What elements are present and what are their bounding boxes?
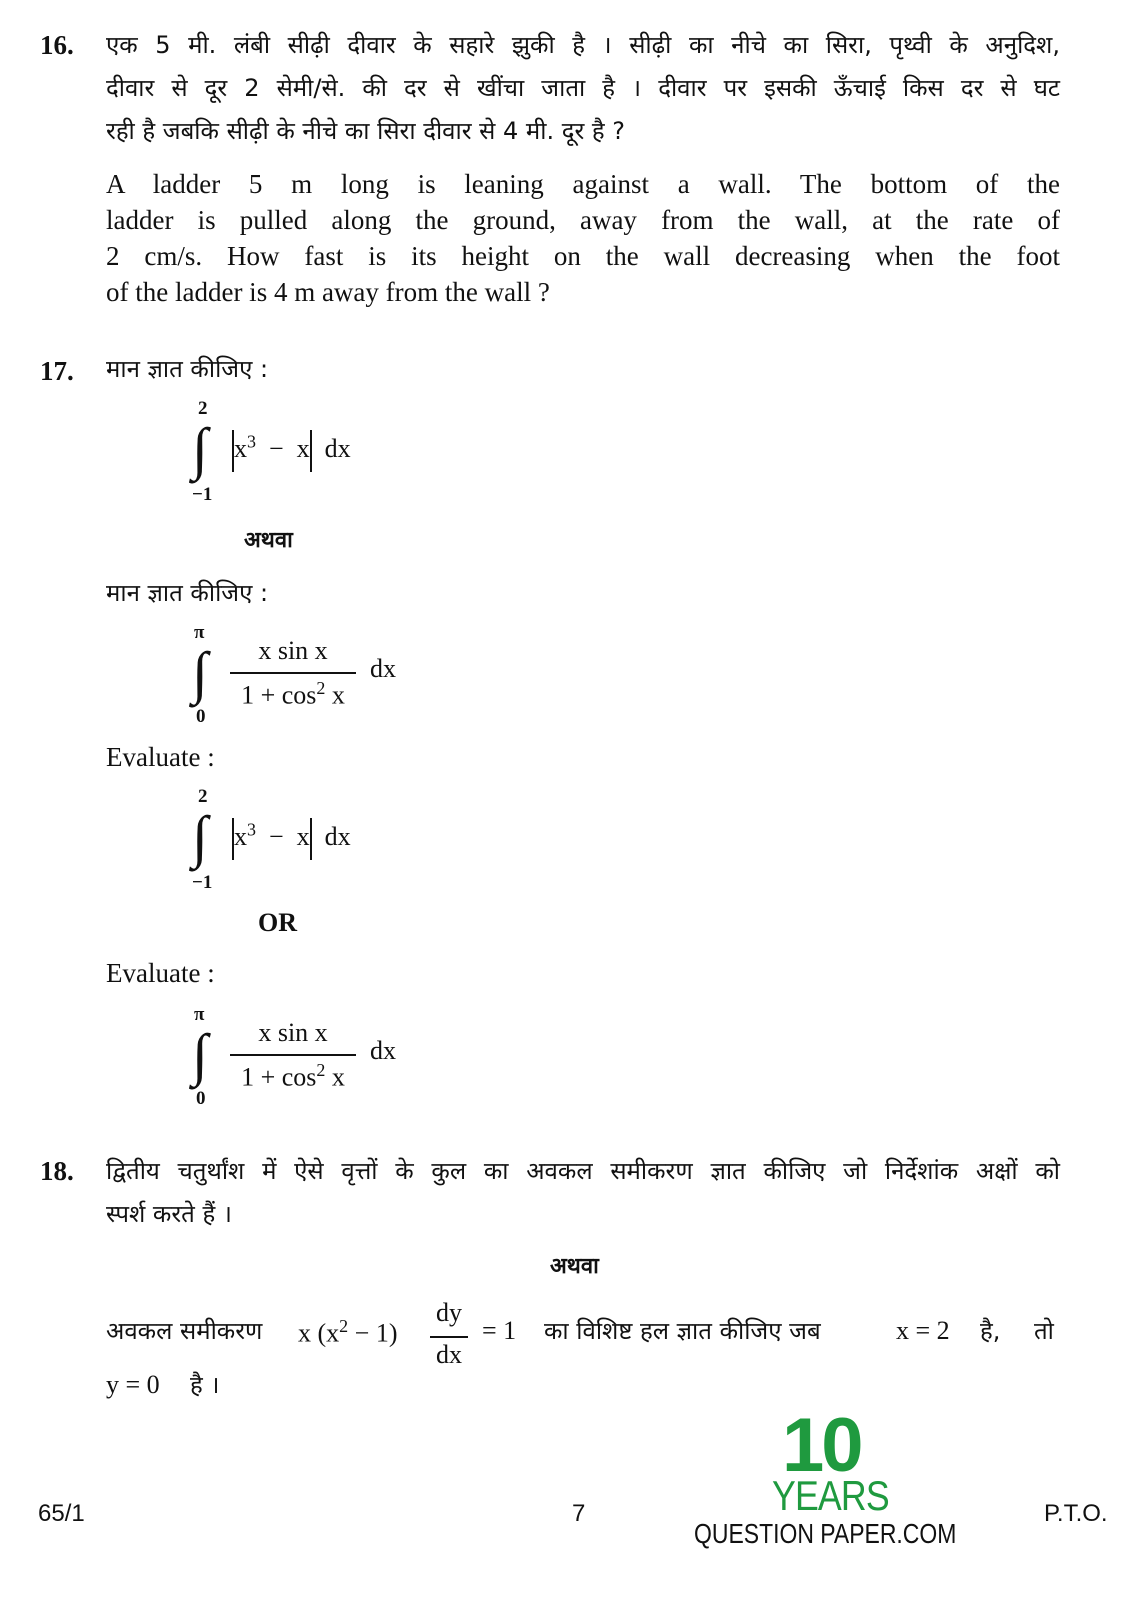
fraction-line xyxy=(230,1054,356,1056)
upper-limit: 2 xyxy=(198,786,208,807)
integral-sign: ∫ xyxy=(192,1022,208,1087)
page-number: 7 xyxy=(572,1500,586,1527)
q18-hindi-line-1: द्वितीय चतुर्थांश में ऐसे वृत्तों के कुल का अवकल समीकरण ज्ञात कीजिए जो निर्देशांक अक्षों को xyxy=(106,1157,1060,1185)
upper-limit: π xyxy=(194,1004,205,1025)
de-denominator: dx xyxy=(436,1340,462,1369)
de-prefix: अवकल समीकरण xyxy=(106,1317,263,1345)
q16-hindi-line-2: दीवार से दूर 2 सेमी/से. की दर से खींचा जाता है । दीवार पर इसकी ऊँचाई किस दर से घट xyxy=(106,74,1060,102)
upper-limit: π xyxy=(194,622,205,643)
integral-fraction-1 xyxy=(180,622,440,732)
de-lhs: x $(x^2 - 1)$ xyxy=(298,1316,398,1348)
integrand: $x^3 - x$ dx xyxy=(232,818,351,860)
lower-limit: −1 xyxy=(192,484,213,505)
de-to: तो xyxy=(1034,1317,1054,1345)
abs-bar-right xyxy=(310,818,312,860)
de-rhs: = 1 xyxy=(482,1316,517,1345)
upper-limit: 2 xyxy=(198,398,208,419)
integral-sign: ∫ xyxy=(192,640,208,705)
watermark-logo xyxy=(690,1402,990,1562)
de-suffix: का विशिष्ट हल ज्ञात कीजिए जब xyxy=(544,1317,821,1345)
de-line2-end: है । xyxy=(190,1371,220,1399)
dx: dx xyxy=(370,654,396,683)
q17-english-or: OR xyxy=(258,908,297,937)
q17-english-prompt-2: Evaluate : xyxy=(106,958,215,988)
q16-english-line-3: 2 cm/s. How fast is its height on the wall decreasing when the foot xyxy=(106,241,1060,271)
q16-english-text xyxy=(106,166,1060,310)
integral-sign: ∫ xyxy=(192,804,208,869)
q16-english-line-2: ladder is pulled along the ground, away from the wall, at the rate of xyxy=(106,205,1060,235)
numerator: x sin x xyxy=(258,636,328,665)
abs-bar-right xyxy=(310,430,312,472)
de-condition: x = 2 xyxy=(896,1316,950,1345)
de-fraction-line xyxy=(430,1336,468,1338)
pto-label: P.T.O. xyxy=(1044,1500,1108,1527)
question-number-16: 16. xyxy=(40,30,74,60)
integrand: $x^3 - x$ dx xyxy=(232,430,351,472)
numerator: x sin x xyxy=(258,1018,328,1047)
q16-english-line-1: A ladder 5 m long is leaning against a wall. The bottom of the xyxy=(106,169,1060,199)
q16-hindi-line-1: एक 5 मी. लंबी सीढ़ी दीवार के सहारे झुकी है । सीढ़ी का नीचे का सिरा, पृथ्वी के अनुदिश, xyxy=(106,31,1060,59)
dx: dx xyxy=(370,1036,396,1065)
q18-hindi-line-2: स्पर्श करते हैं । xyxy=(106,1200,232,1228)
paper-code: 65/1 xyxy=(38,1500,85,1527)
q17-hindi-prompt-2: मान ज्ञात कीजिए : xyxy=(106,579,269,607)
integral-sign: ∫ xyxy=(192,416,208,481)
denominator: $1 + \cos^2 x$ xyxy=(241,678,345,710)
integral-fraction-2 xyxy=(180,1004,440,1114)
watermark-number: 10 xyxy=(782,1403,861,1488)
q18-hindi-text xyxy=(106,1150,1060,1236)
q16-english-line-4: of the ladder is 4 m away from the wall ? xyxy=(106,277,550,307)
lower-limit: 0 xyxy=(196,1088,206,1109)
q17-hindi-prompt-1: मान ज्ञात कीजिए : xyxy=(106,355,269,383)
fraction-line xyxy=(230,672,356,674)
watermark-word: YEARS xyxy=(772,1472,889,1519)
de-hai: है, xyxy=(980,1317,1001,1345)
lower-limit: 0 xyxy=(196,706,206,727)
q16-hindi-line-3: रही है जबकि सीढ़ी के नीचे का सिरा दीवार से 4 मी. दूर है ? xyxy=(106,117,626,145)
q16-hindi-text xyxy=(106,24,1060,153)
lower-limit: −1 xyxy=(192,872,213,893)
watermark-site: QUESTION PAPER.COM xyxy=(694,1518,957,1549)
denominator: $1 + \cos^2 x$ xyxy=(241,1060,345,1092)
de-line2-value: y = 0 xyxy=(106,1370,160,1399)
integral-abs-1 xyxy=(180,398,440,508)
de-numerator: dy xyxy=(436,1298,462,1327)
q18-hindi-or: अथवा xyxy=(550,1254,599,1279)
integral-abs-2 xyxy=(180,786,440,896)
q17-english-prompt-1: Evaluate : xyxy=(106,742,215,772)
question-number-18: 18. xyxy=(40,1156,74,1186)
q17-hindi-or: अथवा xyxy=(244,528,293,553)
question-number-17: 17. xyxy=(40,356,74,386)
